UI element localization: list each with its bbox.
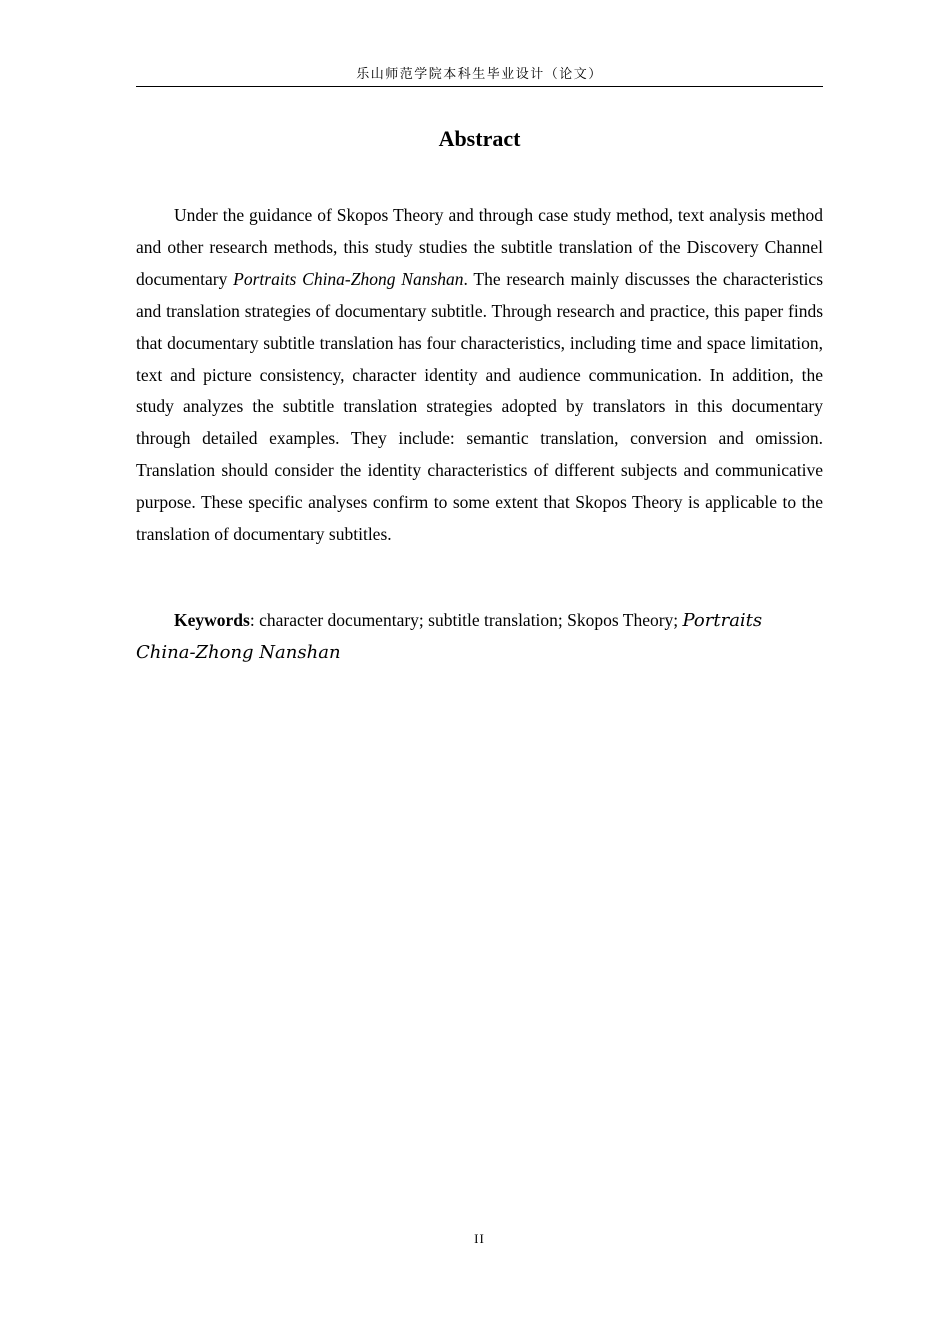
- keywords-terms: character documentary; subtitle translation; Skopos Theory;: [259, 610, 683, 630]
- abstract-text-part-1: Under the guidance of Skopos Theory and through case study method, text analysis method and other research methods, this study studies the subtitle translation of the Discovery Channel documentary: [136, 205, 823, 289]
- page-number: II: [474, 1231, 485, 1246]
- keywords-label: Keywords: [174, 610, 250, 630]
- documentary-title: Portraits China-Zhong Nanshan: [233, 268, 464, 289]
- abstract-title: Abstract: [438, 126, 521, 151]
- abstract-text-part-2: . The research mainly discusses the characteristics and translation strategies of documentary subtitle. Through research and practice, this paper finds that documentary subtitle translation has four characteristics, including time and space limitation, text and picture consistency, character identity and audience communication. In addition, the study analyzes the subtitle translation strategies adopted by translators in this documentary through detailed examples. They include: semantic translation, conversion and omission. Translation should consider the identity characteristics of different subjects and communicative purpose. These specific analyses confirm to some extent that Skopos Theory is applicable to the translation of documentary subtitles.: [136, 268, 824, 545]
- keywords-title-term: Portraits China-Zhong Nanshan: [136, 610, 763, 663]
- keywords-line: [136, 605, 823, 669]
- keywords-separator: :: [249, 610, 260, 630]
- abstract-paragraph: [136, 200, 823, 551]
- header-rule: [136, 86, 823, 87]
- running-header: 乐山师范学院本科生毕业设计（论文）: [356, 67, 603, 82]
